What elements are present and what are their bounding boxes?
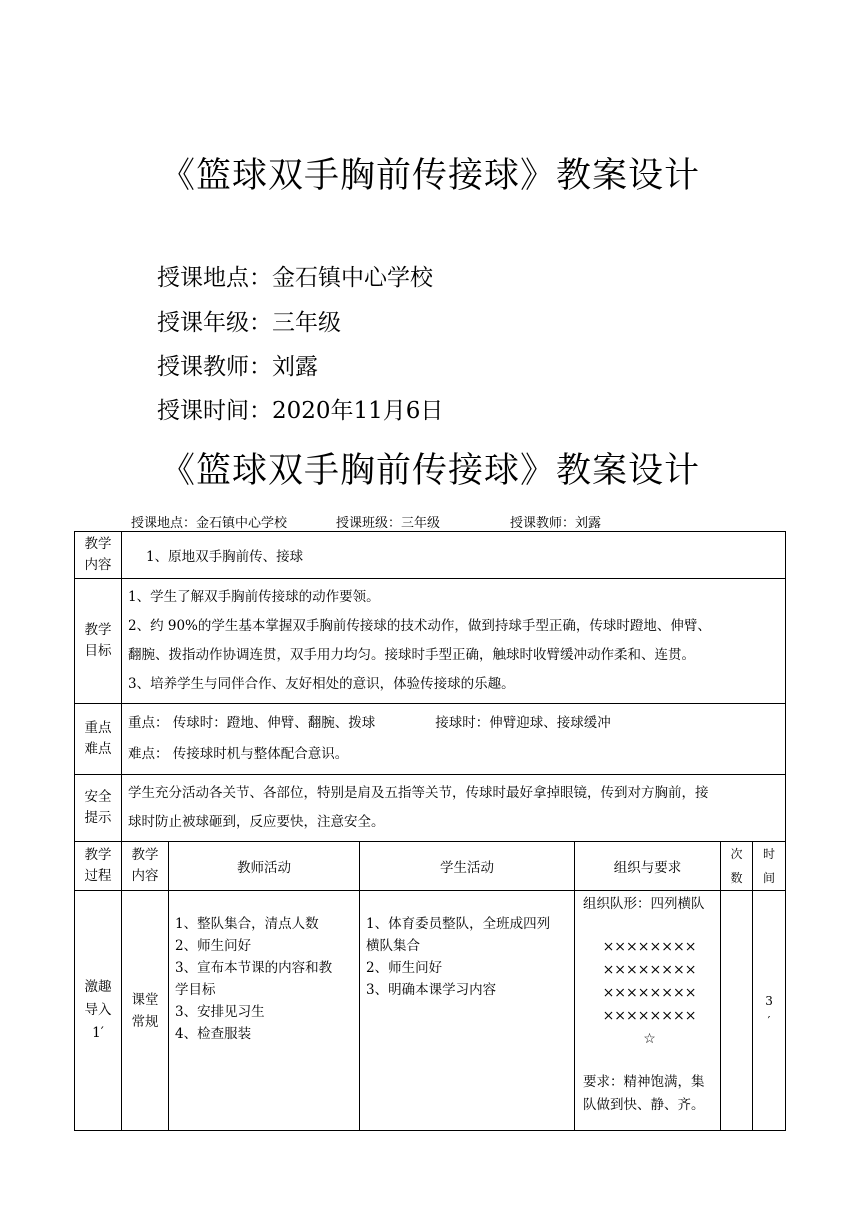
process-line: 导入	[84, 1002, 112, 1018]
times-cell	[721, 891, 753, 1131]
objective-line: 2、约 90%的学生基本掌握双手胸前传接球的技术动作，做到持球手型正确，传球时蹬地、伸臂、	[128, 618, 711, 634]
row-process	[75, 891, 122, 1131]
formation-row: ××××××××	[602, 939, 697, 955]
subheader-place: 授课地点：金石镇中心学校	[131, 516, 288, 531]
content-row	[75, 532, 786, 579]
column-header-row	[75, 842, 786, 891]
content-text: 1、原地双手胸前传、接球	[122, 532, 786, 579]
header-organization: 组织与要求	[575, 842, 721, 891]
key-point-catch: 接球时：伸臂迎球、接球缓冲	[435, 715, 611, 731]
subheader-teacher: 授课教师：刘露	[510, 516, 602, 531]
student-activity-line: 3、明确本课学习内容	[366, 982, 497, 998]
difficulty-point: 难点： 传接球时机与整体配合意识。	[128, 746, 349, 762]
keypoints-text	[122, 704, 786, 775]
objective-line: 翻腕、拨指动作协调连贯，双手用力均匀。接球时手型正确，触球时收臂缓冲动作柔和、连贯。	[128, 647, 695, 663]
cover-title: 《篮球双手胸前传接球》教案设计	[159, 156, 700, 196]
header-line: 时	[763, 847, 776, 861]
student-activity-line: 1、体育委员整队，全班成四列	[366, 916, 551, 932]
formation-row: ××××××××	[602, 985, 697, 1001]
keypoints-label-line: 重点	[84, 720, 112, 736]
safety-row	[75, 775, 786, 842]
duration-line: 3	[765, 993, 773, 1008]
formation-row: ××××××××	[602, 962, 697, 978]
objective-line: 1、学生了解双手胸前传接球的动作要领。	[128, 589, 380, 605]
safety-line: 学生充分活动各关节、各部位，特别是肩及五指等关节，传球时最好拿掉眼镜，传到对方胸前，接	[128, 785, 709, 801]
cover-time: 授课时间：2020年11月6日	[157, 398, 444, 424]
teacher-activity-line: 2、师生问好	[175, 938, 252, 954]
objectives-row	[75, 579, 786, 704]
plan-title: 《篮球双手胸前传接球》教案设计	[159, 451, 700, 491]
student-activity	[360, 891, 575, 1131]
safety-label	[75, 775, 122, 842]
keypoints-row	[75, 704, 786, 775]
header-line: 数	[730, 871, 743, 885]
process-line: 激趣	[84, 979, 112, 995]
student-activity-line: 2、师生问好	[366, 960, 443, 976]
teacher-activity-line: 学目标	[175, 982, 216, 998]
header-line: 教学	[131, 847, 159, 863]
teacher-position-icon: ☆	[643, 1031, 656, 1047]
teacher-activity-line: 1、整队集合，清点人数	[175, 916, 319, 932]
organization	[575, 891, 721, 1131]
cover-place: 授课地点：金石镇中心学校	[157, 265, 433, 291]
teacher-activity-line: 3、宣布本节课的内容和教	[175, 960, 333, 976]
teacher-activity-line: 3、安排见习生	[175, 1004, 265, 1020]
requirement-line: 队做到快、静、齐。	[583, 1097, 705, 1113]
header-process	[75, 842, 122, 891]
header-content	[122, 842, 169, 891]
content-label-line: 内容	[84, 557, 112, 573]
duration-cell	[753, 891, 786, 1131]
header-line: 过程	[84, 868, 112, 884]
lesson-plan-table	[74, 531, 786, 1131]
objectives-label-line: 目标	[84, 643, 112, 659]
org-title: 组织队形：四列横队	[583, 896, 705, 912]
objectives-label-line: 教学	[84, 622, 112, 638]
header-line: 教学	[84, 847, 112, 863]
warmup-row	[75, 891, 786, 1131]
objectives-label	[75, 579, 122, 704]
teacher-activity-line: 4、检查服装	[175, 1026, 252, 1042]
header-student: 学生活动	[360, 842, 575, 891]
objectives-text	[122, 579, 786, 704]
header-line: 次	[730, 847, 743, 861]
safety-label-line: 提示	[84, 810, 112, 826]
teacher-activity	[169, 891, 360, 1131]
header-line: 内容	[131, 868, 159, 884]
student-activity-line: 横队集合	[366, 938, 420, 954]
keypoints-label-line: 难点	[84, 741, 112, 757]
plan-subheader	[131, 512, 601, 531]
safety-text	[122, 775, 786, 842]
header-duration	[753, 842, 786, 891]
safety-line: 球时防止被球砸到，反应要快，注意安全。	[128, 814, 385, 830]
keypoints-label	[75, 704, 122, 775]
key-point: 重点： 传球时：蹬地、伸臂、翻腕、拨球	[128, 715, 376, 731]
safety-label-line: 安全	[84, 789, 112, 805]
content-label	[75, 532, 122, 579]
header-times	[721, 842, 753, 891]
process-line: 1′	[92, 1025, 104, 1041]
objective-line: 3、培养学生与同伴合作、友好相处的意识，体验传接球的乐趣。	[128, 676, 515, 692]
header-teacher: 教师活动	[169, 842, 360, 891]
requirement-line: 要求：精神饱满，集	[583, 1074, 705, 1090]
row-content: 课堂常规	[122, 891, 169, 1131]
subheader-class: 授课班级：三年级	[336, 516, 441, 531]
header-line: 间	[763, 871, 776, 885]
content-label-line: 教学	[84, 536, 112, 552]
cover-grade: 授课年级：三年级	[157, 310, 341, 336]
formation-row: ××××××××	[602, 1008, 697, 1024]
key-point-line	[128, 708, 779, 739]
cover-teacher: 授课教师：刘露	[157, 354, 318, 380]
duration-line: ′	[767, 1013, 771, 1028]
